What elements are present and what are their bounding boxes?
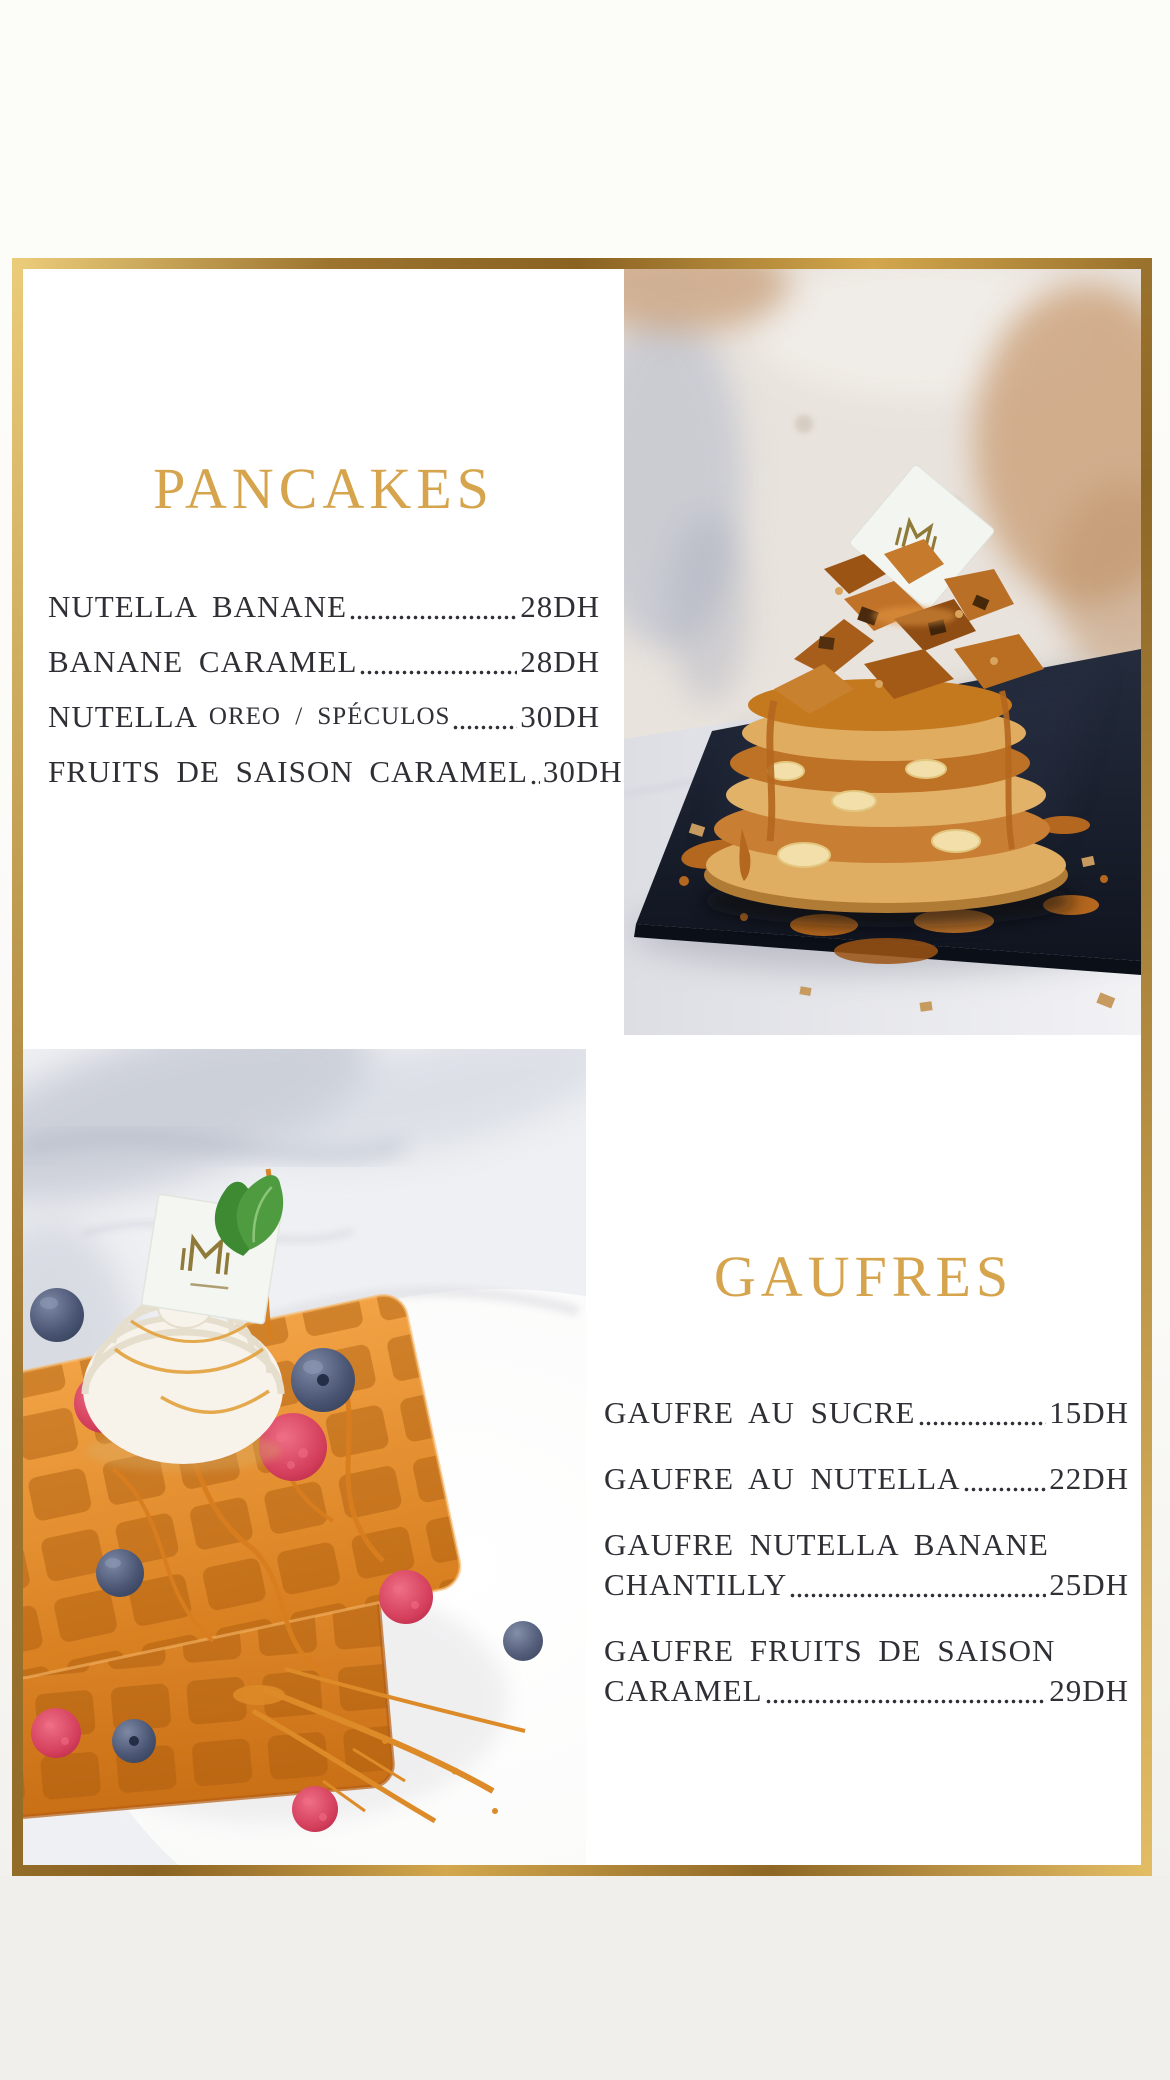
waffles-photo-illustration xyxy=(23,1049,586,1865)
item-name: NUTELLA xyxy=(48,699,198,734)
item-price: 28DH xyxy=(520,644,600,679)
dot-leader xyxy=(789,1573,1046,1605)
item-price: 25DH xyxy=(1049,1567,1129,1602)
gold-frame xyxy=(12,258,1152,1876)
dot-leader xyxy=(963,1467,1047,1499)
gaufres-section xyxy=(604,1393,1129,1737)
pancakes-photo-illustration xyxy=(624,269,1141,1035)
item-price: 29DH xyxy=(1049,1673,1129,1708)
item-price: 28DH xyxy=(520,589,600,624)
menu-item xyxy=(48,587,600,627)
item-price: 30DH xyxy=(520,699,600,734)
item-name-line2: CARAMEL xyxy=(604,1673,763,1708)
menu-item xyxy=(604,1393,1129,1433)
dot-leader xyxy=(452,705,517,737)
dot-leader xyxy=(918,1401,1047,1433)
menu-item xyxy=(48,752,623,792)
menu-item xyxy=(604,1631,1129,1711)
gaufres-title: GAUFRES xyxy=(713,1244,1014,1309)
pancakes-title: PANCAKES xyxy=(153,456,494,521)
pancakes-photo xyxy=(624,269,1141,1035)
waffles-photo xyxy=(23,1049,586,1865)
dot-leader xyxy=(359,650,517,682)
item-name: BANANE CARAMEL xyxy=(48,644,358,679)
item-name: GAUFRE AU NUTELLA xyxy=(604,1461,961,1496)
item-price: 15DH xyxy=(1049,1395,1129,1430)
item-name: GAUFRE AU SUCRE xyxy=(604,1395,916,1430)
item-name: NUTELLA BANANE xyxy=(48,589,348,624)
pancakes-section xyxy=(48,587,623,807)
dot-leader xyxy=(349,595,517,627)
menu-item xyxy=(604,1525,1129,1605)
item-name-line1: GAUFRE NUTELLA BANANE xyxy=(604,1527,1049,1562)
menu-item xyxy=(48,642,600,682)
item-price: 22DH xyxy=(1049,1461,1129,1496)
item-name: FRUITS DE SAISON CARAMEL xyxy=(48,754,528,789)
item-name-line2: CHANTILLY xyxy=(604,1567,788,1602)
dot-leader xyxy=(530,760,540,792)
menu-item xyxy=(604,1459,1129,1499)
item-name-line1: GAUFRE FRUITS DE SAISON xyxy=(604,1633,1056,1668)
menu-item xyxy=(48,697,600,737)
dot-leader xyxy=(765,1679,1047,1711)
item-price: 30DH xyxy=(542,754,623,789)
page-bottom-background xyxy=(0,1876,1170,2080)
item-name-detail: OREO / SPÉCULOS xyxy=(208,703,451,730)
